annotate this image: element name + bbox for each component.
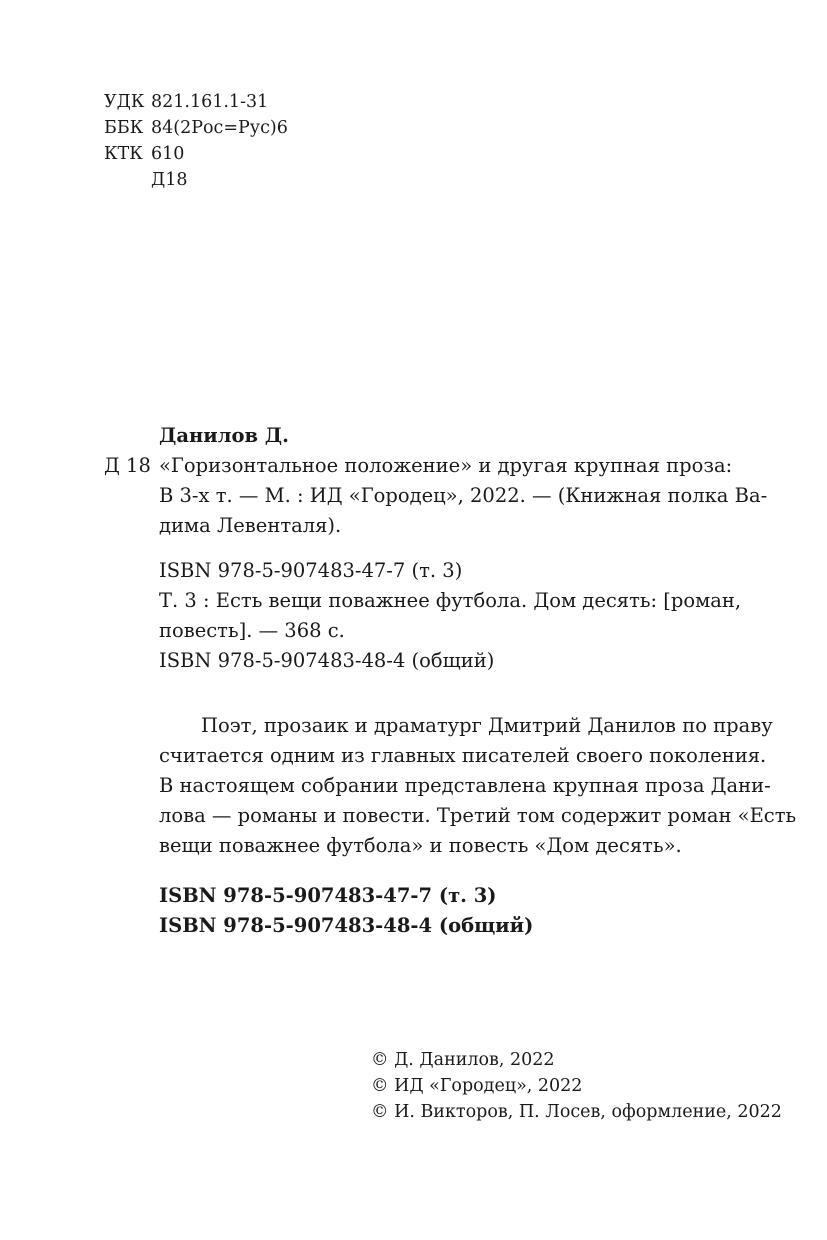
author-sign-value: Д18 bbox=[151, 170, 188, 190]
isbn-common: ISBN 978-5-907483-48-4 (общий) bbox=[159, 649, 495, 672]
bbk-value: 84(2Рос=Рус)6 bbox=[151, 118, 288, 138]
ktk-label: КТК bbox=[104, 144, 143, 164]
title-line-3: дима Левенталя). bbox=[159, 514, 342, 537]
annotation-line-5: вещи поважнее футбола» и повесть «Дом десять». bbox=[159, 834, 682, 857]
udk-row bbox=[104, 88, 268, 116]
bbk-label: ББК bbox=[104, 118, 144, 138]
title-line-2: В 3-х т. — М. : ИД «Городец», 2022. — (Книжная полка Ва- bbox=[159, 484, 768, 507]
isbn-bold-common: ISBN 978-5-907483-48-4 (общий) bbox=[159, 914, 534, 937]
annotation-line-3: В настоящем собрании представлена крупная проза Дани- bbox=[159, 774, 771, 797]
annotation-line-2: считается одним из главных писателей своего поколения. bbox=[159, 744, 767, 767]
copyright-design: © И. Викторов, П. Лосев, оформление, 2022 bbox=[371, 1102, 782, 1122]
annotation-line-4: лова — романы и повести. Третий том содержит роман «Есть bbox=[159, 804, 797, 827]
ktk-row bbox=[104, 140, 184, 168]
copyright-publisher: © ИД «Городец», 2022 bbox=[371, 1076, 583, 1096]
volume-line-1: Т. 3 : Есть вещи поважнее футбола. Дом десять: [роман, bbox=[159, 589, 742, 612]
volume-line-2: повесть]. — 368 с. bbox=[159, 619, 345, 642]
title-line-1: «Горизонтальное положение» и другая крупная проза: bbox=[159, 454, 733, 477]
ktk-value: 610 bbox=[151, 144, 185, 164]
isbn-volume: ISBN 978-5-907483-47-7 (т. 3) bbox=[159, 559, 463, 582]
copyright-author: © Д. Данилов, 2022 bbox=[371, 1050, 555, 1070]
isbn-bold-volume: ISBN 978-5-907483-47-7 (т. 3) bbox=[159, 884, 497, 907]
author-name: Данилов Д. bbox=[159, 424, 289, 447]
udk-label: УДК bbox=[104, 92, 145, 112]
annotation-line-1: Поэт, прозаик и драматург Дмитрий Данилов по праву bbox=[201, 714, 773, 737]
author-index: Д 18 bbox=[104, 454, 151, 477]
bbk-row bbox=[104, 114, 288, 142]
author-sign-row bbox=[104, 166, 188, 194]
udk-value: 821.161.1-31 bbox=[151, 92, 269, 112]
